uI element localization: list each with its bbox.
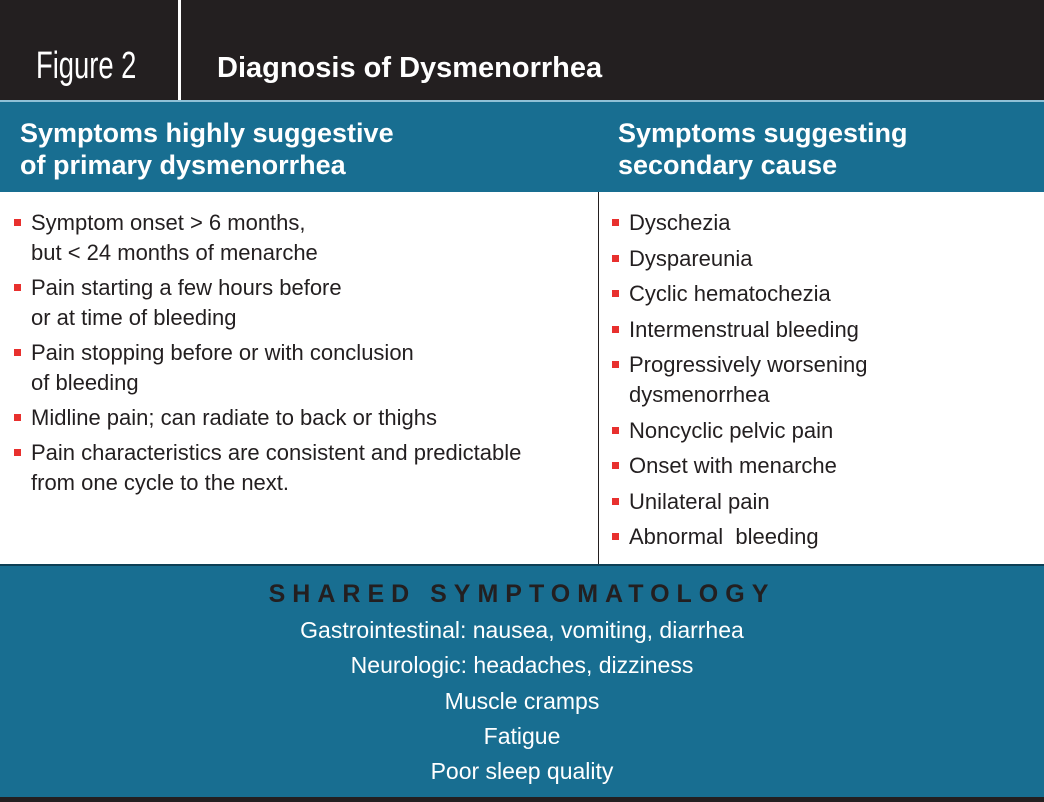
list-item (612, 208, 1032, 238)
list-item-line: Intermenstrual bleeding (629, 316, 859, 342)
list-item (14, 403, 594, 433)
bullet-square-icon (612, 255, 619, 262)
list-item-line: Progressively worsening (629, 352, 868, 377)
list-item (612, 487, 1032, 517)
bullet-square-icon (14, 219, 21, 226)
bullet-square-icon (14, 414, 21, 421)
secondary-column-heading (618, 117, 1028, 181)
list-item-line: Onset with menarche (629, 453, 837, 478)
primary-heading-line-1: Symptoms highly suggestive (20, 118, 394, 148)
bullet-square-icon (14, 349, 21, 356)
shared-symptom-line: Fatigue (483, 723, 561, 749)
list-item (14, 438, 594, 498)
shared-symptom-line: Neurologic: headaches, dizziness (350, 652, 694, 678)
list-item-line: Dyschezia (629, 210, 731, 235)
list-item-line: Symptom onset > 6 months, (31, 210, 306, 235)
list-item (612, 279, 1032, 309)
list-item-line: Cyclic hematochezia (629, 281, 831, 306)
list-item-line: but < 24 months of menarche (31, 240, 318, 265)
secondary-symptom-list (612, 208, 1032, 558)
shared-symptomatology-heading: SHARED SYMPTOMATOLOGY (268, 580, 776, 608)
bullet-square-icon (612, 427, 619, 434)
header-divider (178, 0, 181, 100)
primary-heading-line-2: of primary dysmenorrhea (20, 150, 346, 180)
bullet-square-icon (612, 361, 619, 368)
list-item-line: Pain characteristics are consistent and predictable (31, 440, 522, 465)
column-divider (598, 192, 599, 564)
list-item-line: from one cycle to the next. (31, 470, 290, 495)
list-item (14, 338, 594, 398)
bullet-square-icon (612, 498, 619, 505)
list-item-line: or at time of bleeding (31, 305, 237, 330)
figure-label: Figure 2 (36, 45, 137, 87)
shared-symptom-line: Muscle cramps (444, 688, 600, 714)
shared-symptom-line: Poor sleep quality (430, 758, 614, 784)
secondary-heading-line-2: secondary cause (618, 150, 838, 180)
list-item-line: Dyspareunia (629, 245, 753, 271)
list-item (612, 522, 1032, 552)
primary-column-heading (20, 117, 580, 181)
shared-symptom-line: Gastrointestinal: nausea, vomiting, diarrhea (300, 617, 744, 643)
bullet-square-icon (612, 290, 619, 297)
list-item (612, 451, 1032, 481)
list-item (612, 350, 1032, 410)
list-item-line: Pain stopping before or with conclusion (31, 340, 414, 365)
list-item-line: of bleeding (31, 370, 139, 395)
list-item-line: Noncyclic pelvic pain (629, 417, 834, 443)
bullet-square-icon (612, 462, 619, 469)
list-item (14, 273, 594, 333)
list-item (612, 315, 1032, 345)
bullet-square-icon (14, 284, 21, 291)
bullet-square-icon (612, 219, 619, 226)
secondary-heading-line-1: Symptoms suggesting (618, 118, 908, 148)
list-item-line: Unilateral pain (629, 488, 770, 514)
bullet-square-icon (612, 326, 619, 333)
shared-panel-top-rule (0, 564, 1044, 566)
list-item (612, 416, 1032, 446)
list-item (14, 208, 594, 268)
list-item-line: dysmenorrhea (629, 382, 770, 407)
bottom-rule (0, 797, 1044, 802)
bullet-square-icon (612, 533, 619, 540)
figure-title: Diagnosis of Dysmenorrhea (217, 52, 603, 84)
bullet-square-icon (14, 449, 21, 456)
primary-symptom-list (14, 208, 594, 503)
list-item-line: Midline pain; can radiate to back or thighs (31, 405, 438, 430)
list-item-line: Abnormal bleeding (629, 524, 819, 549)
list-item (612, 244, 1032, 274)
list-item-line: Pain starting a few hours before (31, 275, 342, 300)
